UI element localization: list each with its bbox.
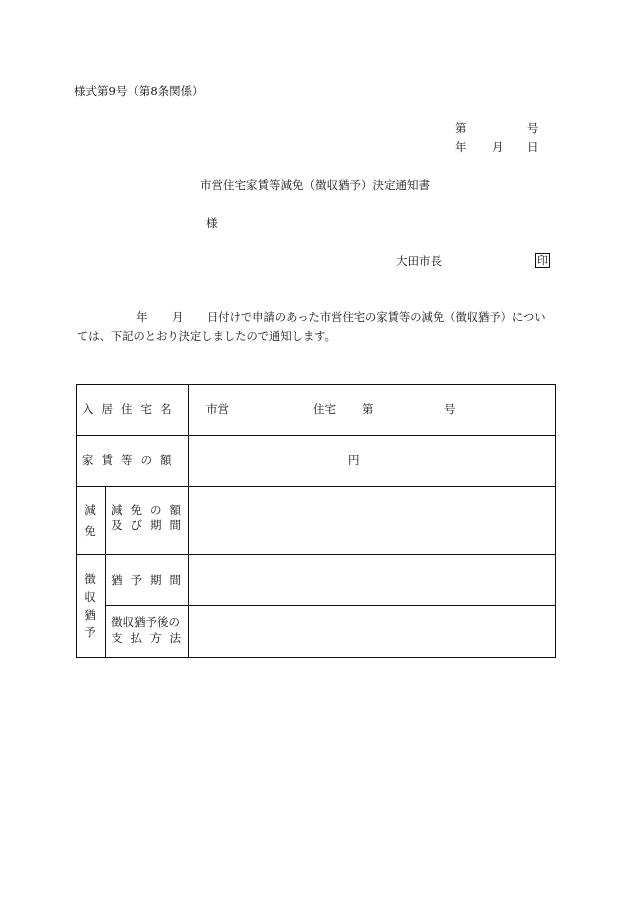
rent-label: 家賃等の額 xyxy=(82,453,180,467)
exemption-label-line-1: 減免の額 xyxy=(111,503,189,517)
table-row-divider-3 xyxy=(76,554,556,555)
table-border-right xyxy=(555,384,556,658)
table-border-bottom xyxy=(76,657,556,658)
deferral-group-label: 徴 収 猶 予 xyxy=(84,572,96,640)
table-row-divider-2 xyxy=(76,486,556,487)
body-month: 月 xyxy=(172,310,184,324)
residence-number-prefix: 第 xyxy=(362,402,374,416)
residence-label: 入居住宅名 xyxy=(82,402,180,416)
deferral-period-label: 猶予期間 xyxy=(111,573,189,587)
date-day: 日 xyxy=(527,140,539,154)
exemption-label-line-2: 及び期間 xyxy=(111,518,189,532)
number-suffix: 号 xyxy=(527,121,539,135)
table-border-top xyxy=(76,384,556,385)
residence-housing: 住宅 xyxy=(313,402,336,416)
exemption-group-label: 減 免 xyxy=(84,503,96,539)
document-title: 市営住宅家賃等減免（徴収猶予）決定通知書 xyxy=(200,178,430,192)
body-text-line-1: 日付けで申請のあった市営住宅の家賃等の減免（徴収猶予）につい xyxy=(207,311,546,324)
residence-city: 市営 xyxy=(206,402,229,416)
rent-unit: 円 xyxy=(348,453,360,467)
body-text-line-2: ては、下記のとおり決定しましたので通知します。 xyxy=(77,330,336,343)
deferral-payment-label-line-2: 支払方法 xyxy=(111,631,189,645)
date-year: 年 xyxy=(455,140,467,154)
date-month: 月 xyxy=(492,140,504,154)
body-year: 年 xyxy=(136,310,148,324)
table-row-divider-1 xyxy=(76,435,556,436)
number-prefix: 第 xyxy=(455,121,467,135)
seal-icon: 印 xyxy=(537,254,548,267)
table-border-left xyxy=(76,384,77,658)
issuer-name: 大田市長 xyxy=(396,254,442,268)
addressee-suffix: 様 xyxy=(206,216,218,230)
table-row-divider-4 xyxy=(105,605,556,606)
residence-number-suffix: 号 xyxy=(444,402,456,416)
table-group-divider xyxy=(105,486,106,658)
deferral-payment-label-line-1: 徴収猶予後の xyxy=(111,615,180,629)
form-id: 様式第9号（第8条関係） xyxy=(74,84,204,98)
